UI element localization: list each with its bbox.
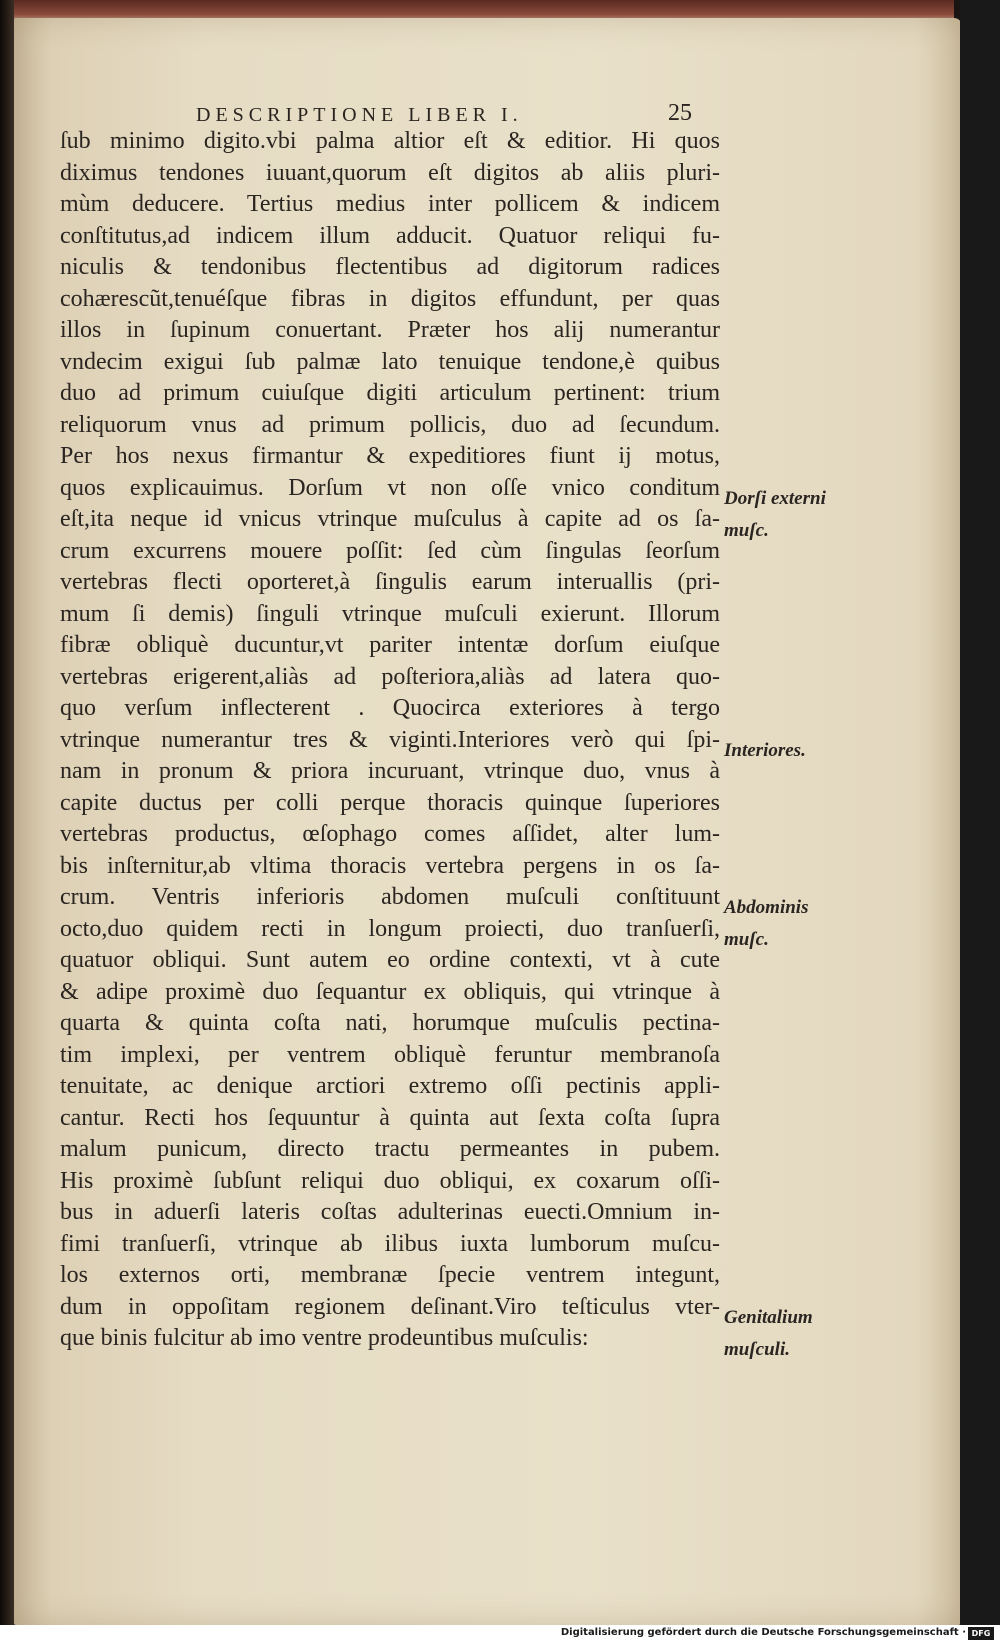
marginal-note-line: muſc. [724, 519, 769, 541]
text-line: vertebras erigerent,aliàs ad poſteriora,aliàs ad latera quo- [60, 663, 720, 690]
text-line: crum excurrens mouere poſſit: ſed cùm ſingulas ſeorſum [60, 537, 720, 564]
text-line: fimi tranſuerſi, vtrinque ab ilibus iuxta lumborum muſcu- [60, 1230, 720, 1257]
text-line: illos in ſupinum conuertant. Præter hos alij numerantur [60, 317, 720, 343]
book-edge [0, 0, 14, 1625]
text-line: ſub minimo digito.vbi palma altior eſt & editior. Hi quos [60, 128, 720, 154]
text-line: crum. Ventris inferioris abdomen muſculi conſtituunt [60, 884, 720, 910]
text-line: eſt,ita neque id vnicus vtrinque muſculus à capite ad os ſa- [60, 506, 720, 532]
text-line: vertebras flecti oporteret,à ſingulis earum interuallis (pri- [60, 569, 720, 595]
text-line: mùm deducere. Tertius medius inter pollicem & indicem [60, 191, 720, 217]
text-line: vertebras productus, œſophago comes aſſidet, alter lum- [60, 821, 720, 847]
text-line: quo verſum inflecterent . Quocirca exteriores à tergo [60, 695, 720, 721]
text-line: vndecim exigui ſub palmæ lato tenuique tendone,è quibus [60, 348, 720, 375]
text-line: vtrinque numerantur tres & viginti.Interiores verò qui ſpi- [60, 726, 720, 753]
funding-credit: Digitalisierung gefördert durch die Deutsche Forschungsgemeinschaft · [560, 1627, 966, 1638]
marginal-note-line: Genitalium [724, 1307, 813, 1328]
text-line: capite ductus per colli perque thoracis quinque ſuperiores [60, 789, 720, 816]
text-line: reliquorum vnus ad primum pollicis, duo ad ſecundum. [60, 411, 720, 438]
text-line: bis inſternitur,ab vltima thoracis vertebra pergens in os ſa- [60, 852, 720, 879]
digitization-footer [0, 1625, 1000, 1643]
text-line: quos explicauimus. Dorſum vt non oſſe vnico conditum [60, 474, 720, 501]
page-number: 25 [668, 100, 692, 126]
marginal-note-line: muſculi. [724, 1338, 790, 1360]
marginal-note-line: muſc. [724, 928, 769, 950]
text-line: cohærescũt,tenuéſque fibras in digitos effundunt, per quas [60, 285, 720, 312]
marginal-note-genitalium [724, 1302, 864, 1365]
marginal-note-line: Abdominis [724, 897, 809, 918]
dfg-logo: DFG [968, 1627, 994, 1640]
text-line: malum punicum, directo tractu permeantes in pubem. [60, 1136, 720, 1162]
scan-background [960, 0, 1000, 1625]
text-line: mum ſi demis) ſinguli vtrinque muſculi exierunt. Illorum [60, 600, 720, 627]
text-line: cantur. Recti hos ſequuntur à quinta aut ſexta coſta ſupra [60, 1104, 720, 1131]
text-line: nam in pronum & priora incuruant, vtrinque duo, vnus à [60, 758, 720, 784]
text-line: los externos orti, membranæ ſpecie ventrem integunt, [60, 1262, 720, 1288]
text-line: duo ad primum cuiuſque digiti articulum pertinent: trium [60, 380, 720, 406]
marginal-note-dorsi [724, 483, 864, 546]
text-line: quarta & quinta coſta nati, horumque muſculis pectina- [60, 1010, 720, 1036]
text-line: His proximè ſubſunt reliqui duo obliqui, ex coxarum oſſi- [60, 1167, 720, 1194]
text-line: dum in oppoſitam regionem deſinant.Viro teſticulus vter- [60, 1293, 720, 1320]
text-line: octo,duo quidem recti in longum proiecti, duo tranſuerſi, [60, 915, 720, 942]
text-line: tenuitate, ac denique arctiori extremo oſſi pectinis appli- [60, 1073, 720, 1099]
text-line: conſtitutus,ad indicem illum adducit. Quatuor reliqui fu- [60, 222, 720, 249]
text-line: Per hos nexus firmantur & expeditiores fiunt ij motus, [60, 443, 720, 469]
text-line: & adipe proximè duo ſequantur ex obliquis, qui vtrinque à [60, 978, 720, 1005]
running-title: DESCRIPTIONE LIBER I. [196, 104, 523, 126]
body-text [60, 126, 720, 1355]
text-line: niculis & tendonibus flectentibus ad digitorum radices [60, 254, 720, 280]
marginal-note-line: Dorſi externi [724, 488, 826, 509]
text-line: que binis fulcitur ab imo ventre prodeuntibus muſculis: [60, 1325, 589, 1351]
text-line: diximus tendones iuuant,quorum eſt digitos ab aliis pluri- [60, 159, 720, 186]
text-line: bus in aduerſi lateris coſtas adulterinas euecti.Omnium in- [60, 1199, 720, 1225]
text-line: tim implexi, per ventrem obliquè feruntur membranoſa [60, 1041, 720, 1068]
text-line: quatuor obliqui. Sunt autem eo ordine contexti, vt à cute [60, 947, 720, 973]
marginal-note-abdominis [724, 892, 864, 955]
marginal-note-interiores [724, 735, 864, 767]
marginal-note-line: Interiores. [724, 740, 806, 761]
text-line: fibræ obliquè ducuntur,vt pariter intentæ dorſum eiuſque [60, 632, 720, 658]
